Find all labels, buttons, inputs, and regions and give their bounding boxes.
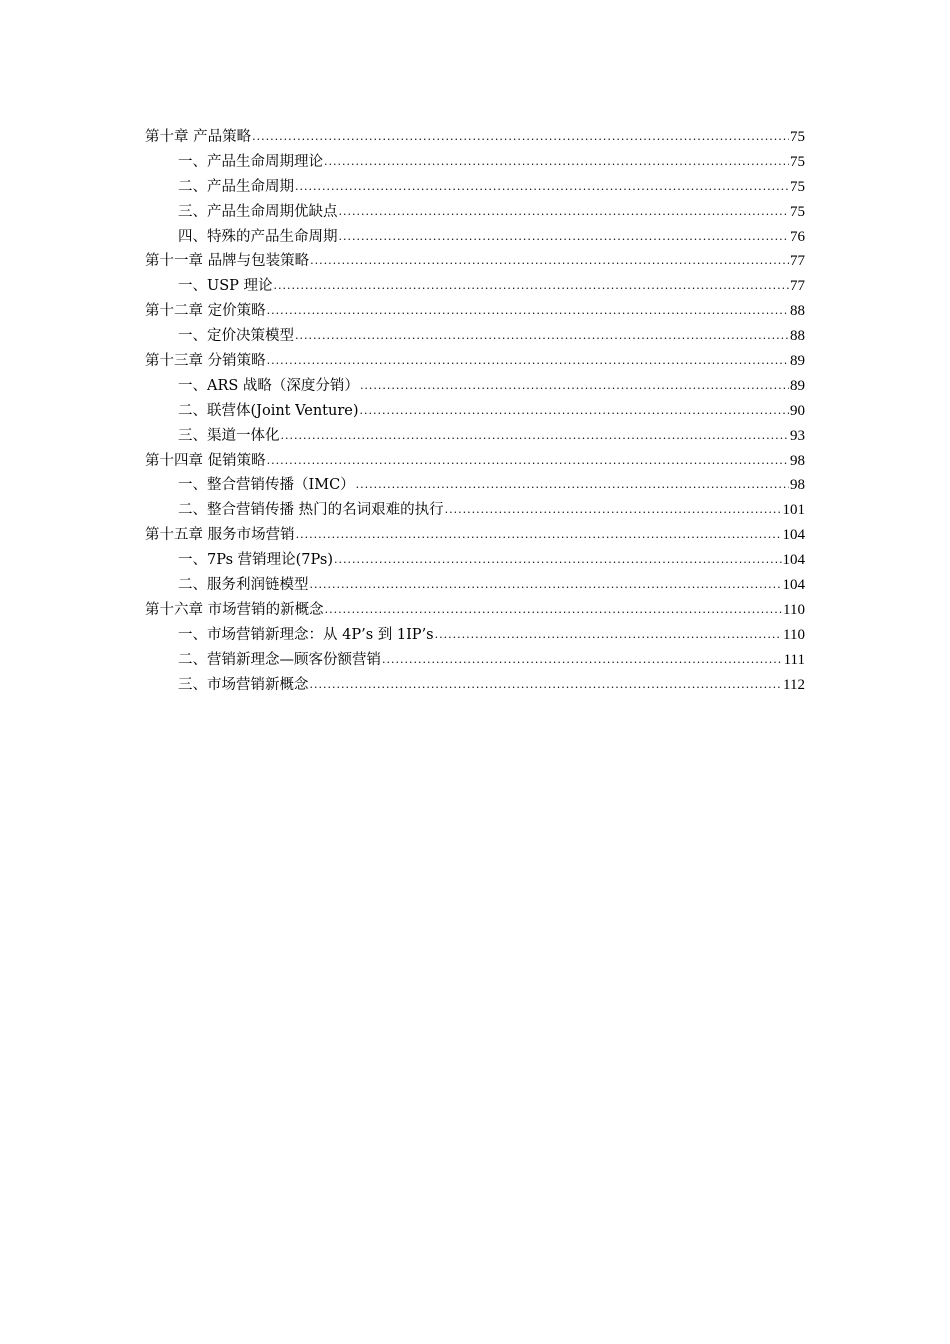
- toc-chapter-entry[interactable]: [145, 249, 805, 274]
- toc-entry-label: 三、渠道一体化: [178, 427, 280, 444]
- toc-page-number: 76: [790, 228, 805, 245]
- toc-dot-leader: [267, 449, 789, 474]
- toc-page-number: 75: [790, 129, 805, 145]
- toc-page-number: 98: [790, 477, 805, 494]
- toc-entry-label: 一、USP 理论: [178, 278, 273, 295]
- toc-entry-label: 一、7Ps 营销理论(7Ps): [178, 552, 333, 569]
- toc-chapter-entry[interactable]: [145, 125, 805, 150]
- toc-section-entry[interactable]: [145, 324, 805, 349]
- toc-page-number: 104: [782, 527, 805, 544]
- toc-entry-label: 一、市场营销新理念：从 4P’s 到 1IP’s: [178, 626, 434, 643]
- toc-entry-label: 一、产品生命周期理论: [178, 153, 323, 170]
- toc-dot-leader: [435, 623, 782, 648]
- toc-entry-label: 二、营销新理念—顾客份额营销: [178, 651, 381, 668]
- toc-entry-label: 第十六章 市场营销的新概念: [145, 601, 324, 618]
- toc-page-number: 98: [790, 452, 805, 469]
- toc-dot-leader: [274, 274, 789, 299]
- toc-page-number: 111: [783, 651, 805, 668]
- toc-dot-leader: [310, 249, 789, 274]
- toc-section-entry[interactable]: [145, 673, 805, 698]
- toc-entry-label: 三、市场营销新概念: [178, 676, 309, 693]
- toc-entry-label: 第十三章 分销策略: [145, 353, 266, 370]
- toc-entry-label: 第十四章 促销策略: [145, 452, 266, 469]
- toc-page-number: 110: [783, 626, 805, 643]
- toc-entry-label: 四、特殊的产品生命周期: [178, 228, 338, 245]
- toc-page-number: 90: [790, 402, 805, 419]
- table-of-contents: [145, 125, 805, 697]
- toc-section-entry[interactable]: [145, 200, 805, 225]
- toc-page-number: 77: [790, 253, 805, 270]
- toc-dot-leader: [267, 349, 789, 374]
- toc-entry-label: 第十五章 服务市场营销: [145, 527, 295, 544]
- toc-page-number: 93: [790, 427, 805, 444]
- toc-page-number: 77: [790, 278, 805, 295]
- toc-dot-leader: [360, 399, 789, 424]
- toc-page-number: 110: [783, 601, 805, 618]
- toc-dot-leader: [310, 573, 782, 598]
- toc-entry-label: 二、产品生命周期: [178, 178, 294, 195]
- toc-entry-label: 第十章 产品策略: [145, 129, 252, 145]
- toc-section-entry[interactable]: [145, 175, 805, 200]
- toc-section-entry[interactable]: [145, 150, 805, 175]
- toc-dot-leader: [252, 125, 789, 150]
- toc-section-entry[interactable]: [145, 623, 805, 648]
- toc-section-entry[interactable]: [145, 274, 805, 299]
- toc-dot-leader: [310, 673, 783, 698]
- toc-section-entry[interactable]: [145, 225, 805, 250]
- toc-entry-label: 第十二章 定价策略: [145, 303, 266, 320]
- toc-entry-label: 三、产品生命周期优缺点: [178, 203, 338, 220]
- toc-dot-leader: [339, 200, 790, 225]
- toc-entry-label: 一、定价决策模型: [178, 328, 294, 345]
- toc-chapter-entry[interactable]: [145, 598, 805, 623]
- toc-section-entry[interactable]: [145, 548, 805, 573]
- toc-dot-leader: [281, 424, 790, 449]
- toc-chapter-entry[interactable]: [145, 299, 805, 324]
- toc-section-entry[interactable]: [145, 399, 805, 424]
- toc-entry-label: 二、整合营销传播 热门的名词艰难的执行: [178, 502, 444, 519]
- toc-section-entry[interactable]: [145, 648, 805, 673]
- toc-section-entry[interactable]: [145, 424, 805, 449]
- toc-page-number: 112: [783, 676, 805, 693]
- toc-chapter-entry[interactable]: [145, 449, 805, 474]
- toc-section-entry[interactable]: [145, 498, 805, 523]
- toc-entry-label: 一、整合营销传播（IMC）: [178, 477, 355, 494]
- toc-page-number: 88: [790, 328, 805, 345]
- toc-page-number: 88: [790, 303, 805, 320]
- toc-dot-leader: [295, 175, 789, 200]
- toc-dot-leader: [356, 473, 789, 498]
- toc-page-number: 104: [782, 577, 805, 594]
- toc-section-entry[interactable]: [145, 473, 805, 498]
- toc-dot-leader: [360, 374, 789, 399]
- toc-entry-label: 第十一章 品牌与包装策略: [145, 253, 310, 270]
- toc-section-entry[interactable]: [145, 573, 805, 598]
- toc-entry-label: 二、联营体(Joint Venture): [178, 402, 359, 419]
- toc-dot-leader: [295, 324, 789, 349]
- toc-dot-leader: [296, 523, 782, 548]
- toc-page-number: 75: [790, 153, 805, 170]
- toc-page-number: 104: [782, 552, 805, 569]
- toc-section-entry[interactable]: [145, 374, 805, 399]
- toc-dot-leader: [267, 299, 789, 324]
- toc-chapter-entry[interactable]: [145, 349, 805, 374]
- toc-dot-leader: [382, 648, 783, 673]
- toc-page-number: 75: [790, 178, 805, 195]
- toc-page-number: 101: [782, 502, 805, 519]
- toc-dot-leader: [324, 150, 789, 175]
- toc-page-number: 89: [790, 377, 805, 394]
- toc-entry-label: 二、服务利润链模型: [178, 577, 309, 594]
- toc-dot-leader: [339, 225, 790, 250]
- toc-dot-leader: [334, 548, 782, 573]
- toc-chapter-entry[interactable]: [145, 523, 805, 548]
- toc-page-number: 89: [790, 353, 805, 370]
- toc-entry-label: 一、ARS 战略（深度分销）: [178, 377, 359, 394]
- toc-page-number: 75: [790, 203, 805, 220]
- toc-dot-leader: [325, 598, 782, 623]
- toc-dot-leader: [445, 498, 782, 523]
